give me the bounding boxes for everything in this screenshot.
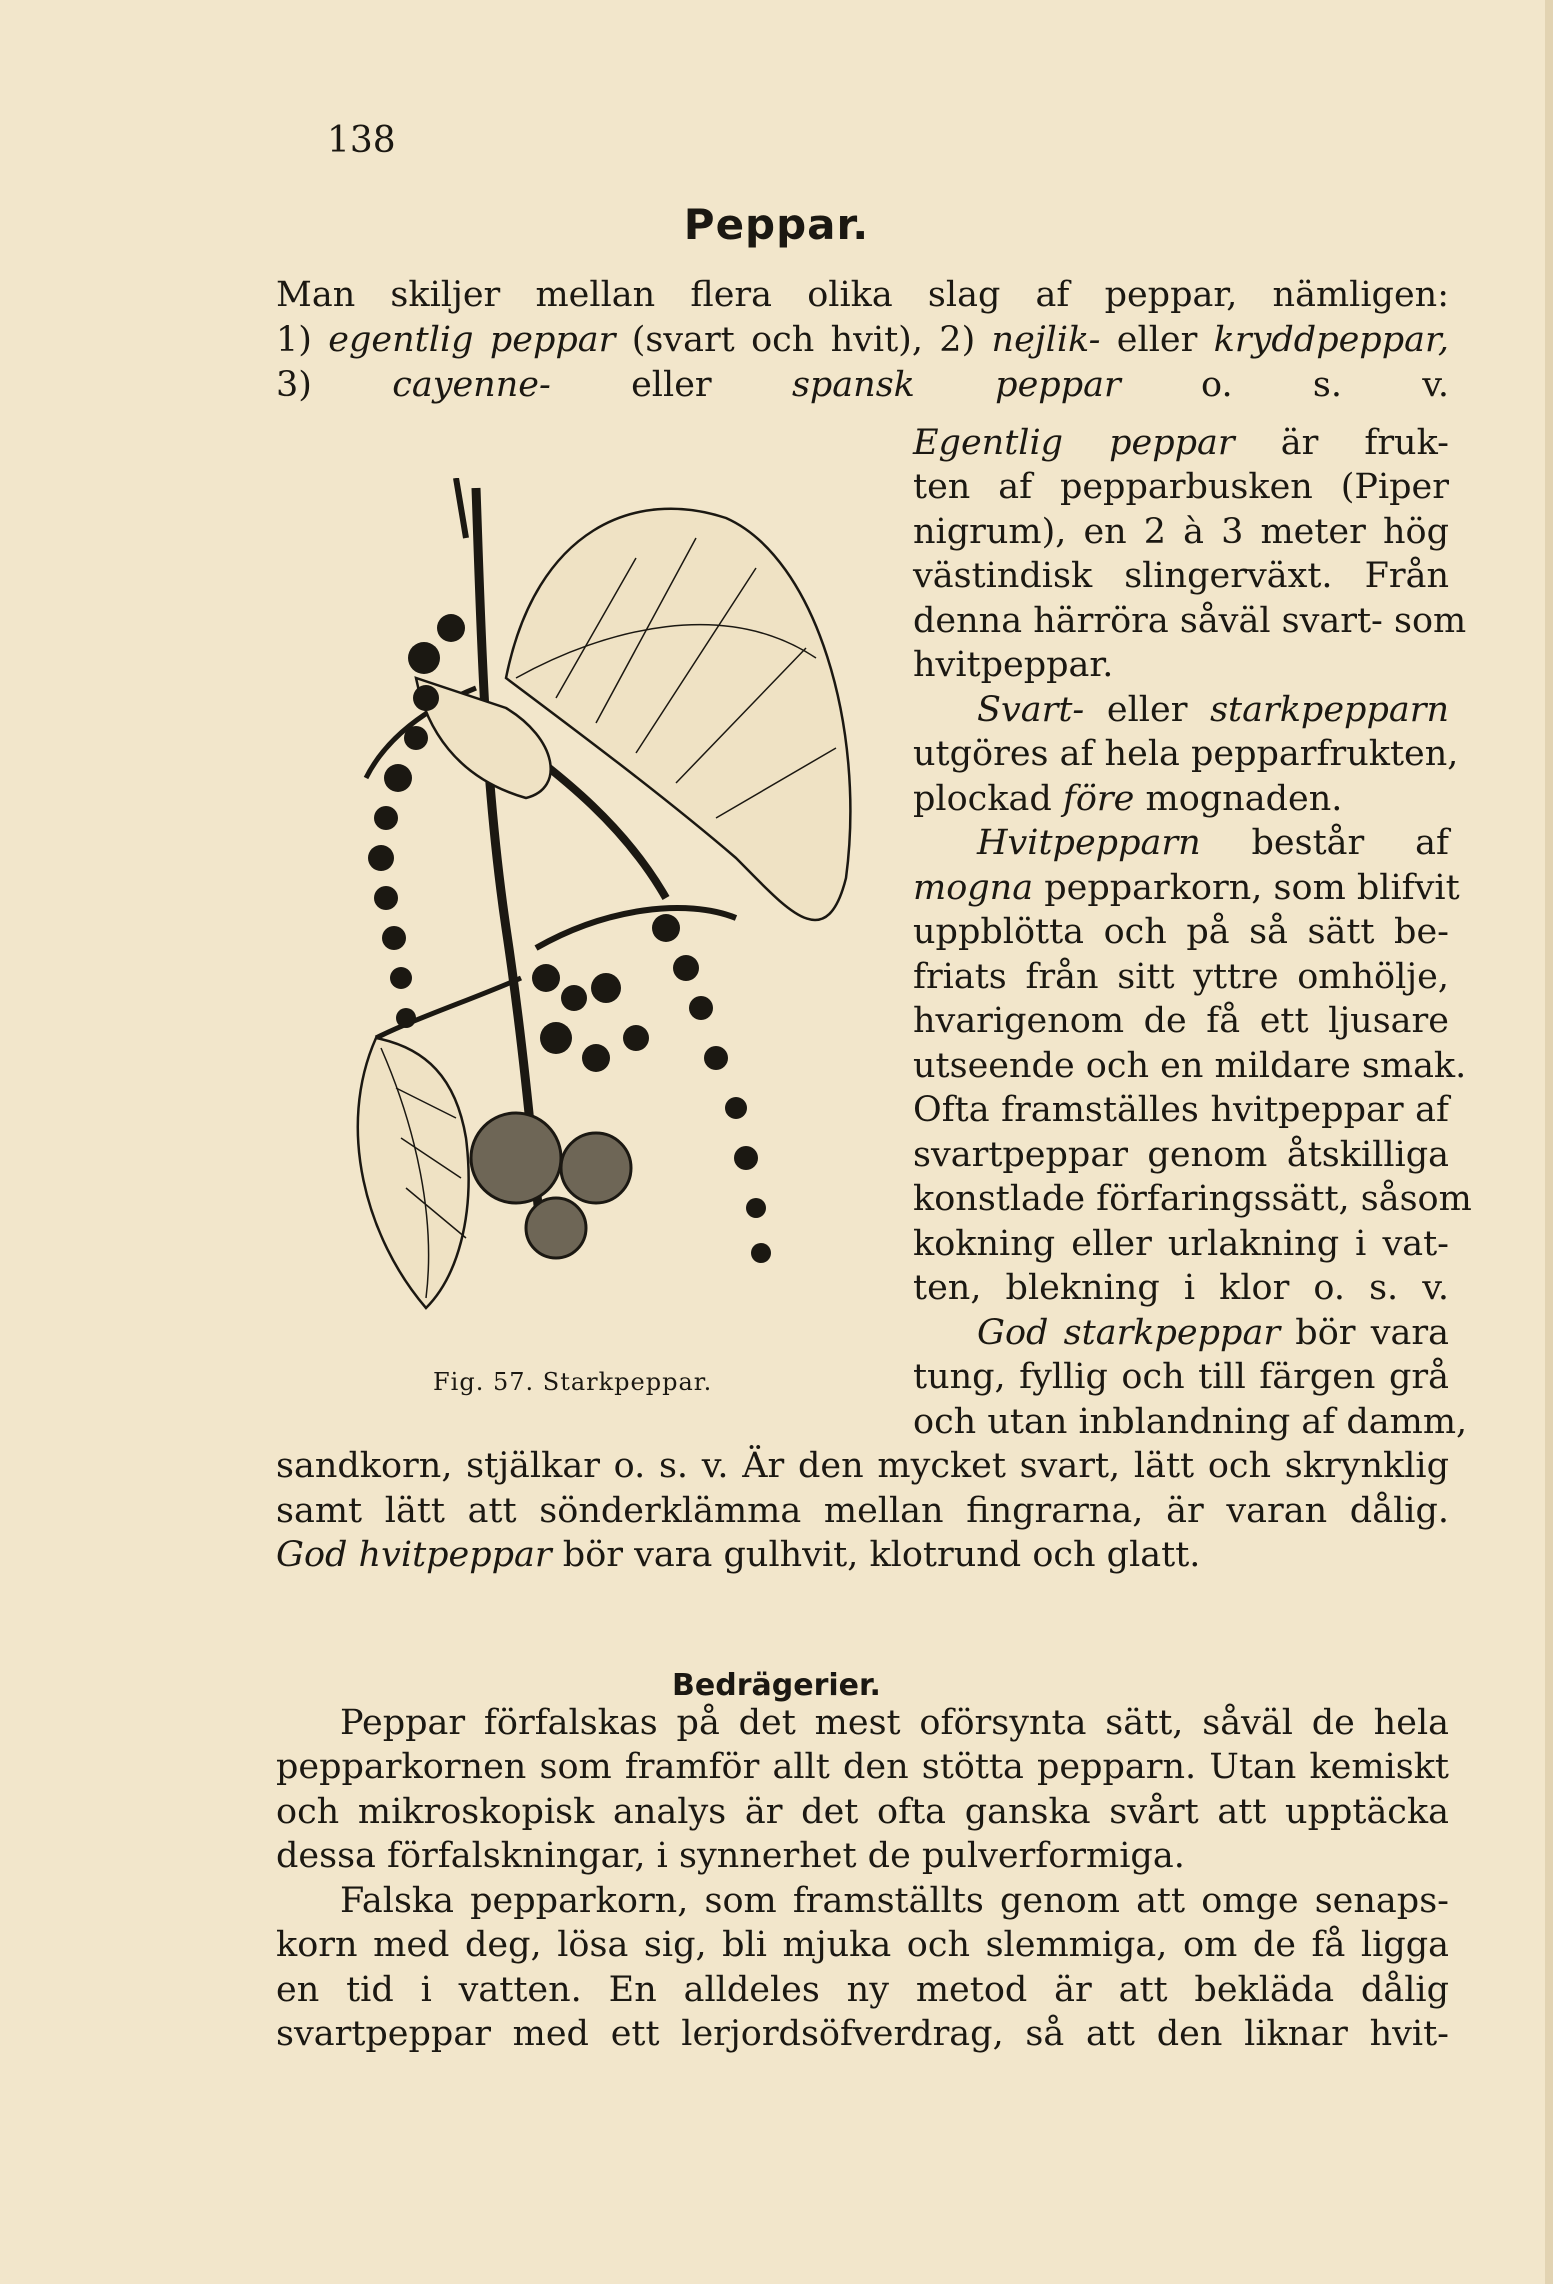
text-run: är fruk- [1234,423,1450,463]
text-line [913,421,1449,465]
text-line [913,510,1449,554]
text-run: friats från sitt yttre omhölje, [913,957,1449,997]
text-run: västindisk slingerväxt. Från [913,556,1449,596]
text-run: korn med deg, lösa sig, bli mjuka och slemmiga, om de få ligga [276,1925,1449,1965]
text-run: pepparkornen som framför allt den stötta pepparn. Utan kemiskt [276,1747,1449,1787]
text-run: svartpeppar med ett lerjordsöfverdrag, så att den liknar hvit- [276,2014,1449,2054]
text-run: kokning eller urlakning i vat- [913,1224,1449,1264]
text-line [913,1222,1449,1266]
text-line [913,643,1449,687]
text-line [913,1266,1449,1310]
text-line [913,910,1449,954]
text-run: samt lätt att sönderklämma mellan fingrarna, är varan dålig. [276,1491,1449,1531]
text-run: plockad [913,779,1063,819]
italic-term: nejlik- [991,320,1101,360]
text-line [913,821,1449,865]
text-line [276,1790,1449,1834]
text-line [276,1489,1449,1533]
text-run: eller [1100,320,1214,360]
starkpeppar-illustration [306,478,876,1338]
text-run: består af [1200,823,1449,863]
text-line [913,688,1449,732]
text-run: och mikroskopisk analys är det ofta ganska svårt att upptäcka [276,1792,1449,1832]
text-run: utgöres af hela pepparfrukten, [913,734,1459,774]
italic-term: Egentlig peppar [913,423,1235,463]
page-edge [1545,0,1553,2284]
text-run: 1) [276,320,329,360]
text-line [913,1088,1449,1132]
text-run: bör vara [1280,1313,1449,1353]
text-line [913,1133,1449,1177]
text-run: eller [550,365,792,405]
italic-term: God starkpeppar [977,1313,1281,1353]
text-run: sandkorn, stjälkar o. s. v. Är den mycket svart, lätt och skrynklig [276,1446,1449,1486]
text-run: (svart och hvit), 2) [615,320,992,360]
text-run: hvarigenom de få ett ljusare [913,1001,1449,1041]
text-line [913,1044,1467,1088]
italic-term: kryddpeppar, [1213,320,1449,360]
italic-term: cayenne- [392,365,551,405]
text-line [913,955,1449,999]
text-line [913,999,1449,1043]
figure-caption: Fig. 57. Starkpeppar. [433,1368,713,1396]
text-run: Peppar förfalskas på det mest oförsynta sätt, såväl de hela [340,1703,1449,1743]
text-run: Ofta framställes hvitpeppar af [913,1090,1449,1130]
text-run: eller [1084,690,1211,730]
italic-term: mogna [913,868,1034,908]
text-run: ten af pepparbusken (Piper [913,467,1449,507]
text-run: tung, fyllig och till färgen grå [913,1357,1449,1397]
text-line [913,866,1460,910]
text-run: dessa förfalskningar, i synnerhet de pulverformiga. [276,1836,1185,1876]
text-run: och utan inblandning af damm, [913,1402,1468,1442]
text-line [276,1834,1449,1878]
italic-term: Svart- [977,690,1085,730]
text-line [913,465,1449,509]
text-line [913,1311,1449,1355]
text-run: denna härröra såväl svart- som [913,601,1467,641]
text-run: bör vara gulhvit, klotrund och glatt. [551,1535,1201,1575]
text-run: Falska pepparkorn, som framställts genom att omge senaps- [340,1881,1449,1921]
text-line [276,1701,1449,1745]
italic-term: Hvitpepparn [977,823,1201,863]
italic-term: före [1062,779,1135,819]
text-line [276,2012,1449,2056]
text-line [276,273,1449,317]
text-line [276,1968,1449,2012]
text-line [276,1879,1449,1923]
text-run: mognaden. [1134,779,1343,819]
text-line [913,554,1449,598]
italic-term: starkpepparn [1210,690,1449,730]
section-heading: Bedrägerier. [672,1668,881,1703]
text-line [276,363,1449,407]
page-number: 138 [327,120,396,161]
text-run: uppblötta och på så sätt be- [913,912,1449,952]
text-line [913,599,1467,643]
text-run: o. s. v. [1120,365,1449,405]
text-run: en tid i vatten. En alldeles ny metod är att bekläda dålig [276,1970,1449,2010]
text-line [913,1400,1468,1444]
text-run: ten, blekning i klor o. s. v. [913,1268,1449,1308]
text-line [276,318,1449,362]
text-run: pepparkorn, som blifvit [1033,868,1460,908]
text-line [276,1745,1449,1789]
italic-term: egentlig peppar [328,320,616,360]
page-title: Peppar. [683,200,870,249]
text-run: 3) [276,365,393,405]
text-line [913,1177,1472,1221]
text-line [913,1355,1449,1399]
text-run: konstlade förfaringssätt, såsom [913,1179,1472,1219]
text-run: Man skiljer mellan flera olika slag af peppar, nämligen: [276,275,1449,315]
text-run: nigrum), en 2 à 3 meter hög [913,512,1449,552]
text-run: utseende och en mildare smak. [913,1046,1467,1086]
italic-term: spansk peppar [791,365,1121,405]
text-run: svartpeppar genom åtskilliga [913,1135,1449,1175]
text-line [276,1444,1449,1488]
italic-term: God hvitpeppar [276,1535,552,1575]
text-line [276,1533,1449,1577]
text-line [913,732,1459,776]
text-run: hvitpeppar. [913,645,1114,685]
text-line [913,777,1449,821]
text-line [276,1923,1449,1967]
